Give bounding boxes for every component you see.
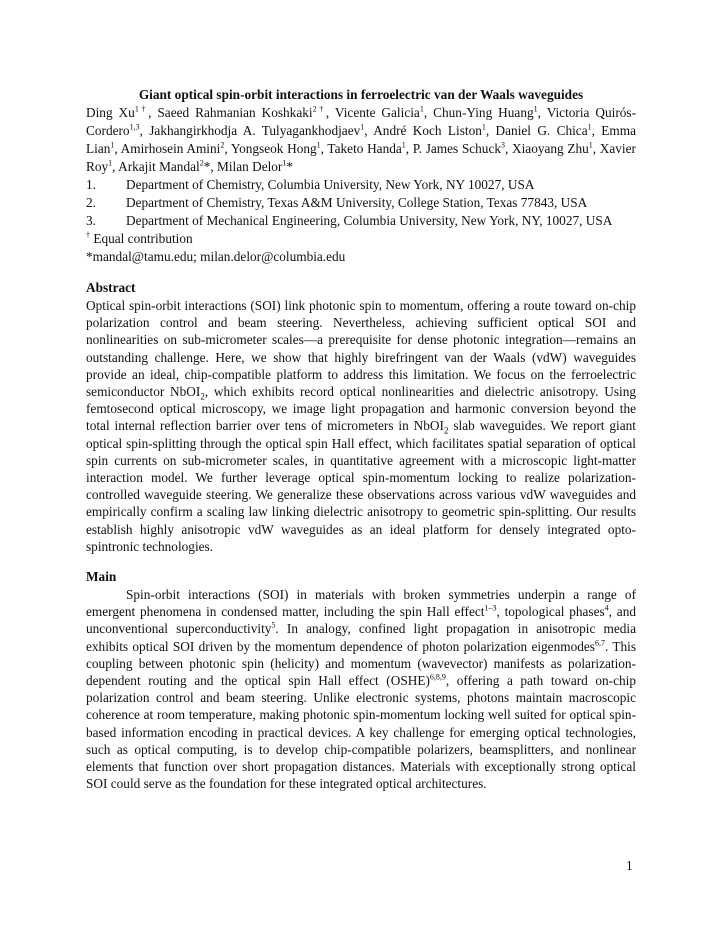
author-separator: *, xyxy=(203,159,217,174)
contact-emails: *mandal@tamu.edu; milan.delor@columbia.edu xyxy=(86,249,346,264)
abstract-heading: Abstract xyxy=(86,280,136,295)
affiliation-text: Department of Mechanical Engineering, Columbia University, New York, NY, 10027, USA xyxy=(126,213,613,228)
author-separator: , xyxy=(148,105,158,120)
abstract-subscript-1: 2 xyxy=(200,391,205,402)
author-name: Taketo Handa xyxy=(327,141,402,156)
author-name: Daniel G. Chica xyxy=(495,123,588,138)
affiliation-text: Department of Chemistry, Texas A&M University, College Station, Texas 77843, USA xyxy=(126,195,588,210)
author-affiliation-mark: 1 xyxy=(316,140,321,150)
citation-ref: 6,8,9 xyxy=(429,672,446,682)
author-affiliation-mark: 3 xyxy=(501,140,505,150)
author-separator: , xyxy=(112,159,119,174)
author-affiliation-mark: 1 xyxy=(481,122,486,132)
author-separator: , xyxy=(405,141,413,156)
author-name: Chun-Ying Huang xyxy=(433,105,534,120)
author-separator: , xyxy=(485,123,496,138)
author-separator: , xyxy=(423,105,434,120)
affiliation-item xyxy=(86,194,636,212)
main-text-4: . In analogy, confined light propagation in anisotropic media exhibits optical SOI driven by the momentum dependence of photon polarization eigenmodes xyxy=(86,621,637,654)
main-paragraph xyxy=(86,586,636,792)
affiliation-list xyxy=(86,176,636,230)
citation-ref: 4 xyxy=(604,603,609,613)
affiliation-number: 3. xyxy=(86,213,96,228)
citation-ref: 1–3 xyxy=(484,603,497,613)
author-separator: , xyxy=(364,123,374,138)
main-text-2: , topological phases xyxy=(496,604,605,620)
author-name: P. James Schuck xyxy=(412,141,501,156)
main-text-1: Spin-orbit interactions (SOI) in materials with broken symmetries underpin a range of emergent phenomena in condensed matter, including the spin Hall effect xyxy=(86,587,636,620)
equal-contribution-text: Equal contribution xyxy=(90,231,193,246)
abstract-text-3: slab waveguides. We report giant optical spin-splitting through the optical spin Hall effect, which facilitates spatial separation of optical spin currents on sub-micrometer scales, in quantitative agreement with a microscopic light-matter interaction model. We further leverage optical spin-momentum locking to realize polarization-controlled waveguide steering. We generalize these observations across various vdW waveguides and empirically confirm a scaling law linking dielectric anisotropy to geometric spin-splitting. Our results establish highly anisotropic vdW waveguides as an ideal platform for densely integrated opto-spintronic technologies. xyxy=(86,418,636,554)
author-affiliation-mark: 1† xyxy=(134,104,149,114)
author-affiliation-mark: 2† xyxy=(312,104,326,114)
author-name: Xavier Roy xyxy=(86,141,636,174)
main-text-5: . This coupling between photonic spin (helicity) and momentum (wavevector) manifests as polarization-dependent routing and the optical spin Hall effect (OSHE) xyxy=(86,638,636,689)
affiliation-item xyxy=(86,176,636,194)
author-affiliation-mark: 1 xyxy=(360,122,365,132)
citation-ref: 5 xyxy=(271,621,276,631)
dagger-mark: † xyxy=(86,230,90,240)
affiliation-number: 1. xyxy=(86,177,96,192)
abstract-text-1: Optical spin-orbit interactions (SOI) link photonic spin to momentum, offering a route toward on-chip polarization control and beam steering. Nevertheless, achieving sufficient optical SOI and nonlinearities on sub-micrometer scales—a prerequisite for dense photonic integration—remains an outstanding challenge. Here, we show that highly birefringent van der Waals (vdW) waveguides provide an ideal, chip-compatible platform to address this limitation. We focus on the ferroelectric semiconductor NbOI xyxy=(86,298,636,400)
author-separator: , xyxy=(592,141,600,156)
affiliation-item xyxy=(86,212,636,230)
author-name: André Koch Liston xyxy=(373,123,482,138)
author-name: Vicente Galicia xyxy=(334,105,420,120)
author-name: Yongseok Hong xyxy=(230,141,317,156)
author-separator: , xyxy=(320,141,328,156)
author-affiliation-mark: 1 xyxy=(587,122,592,132)
author-affiliation-mark: 1 xyxy=(282,158,287,168)
author-affiliation-mark: 1 xyxy=(110,140,115,150)
author-name: Saeed Rahmanian Koshkaki xyxy=(157,105,313,120)
author-affiliation-mark: 1 xyxy=(588,140,593,150)
paper-page xyxy=(86,86,636,792)
page-number: 1 xyxy=(626,858,633,873)
author-affiliation-mark: 1,3 xyxy=(129,122,140,132)
author-list xyxy=(86,104,636,176)
paper-title: Giant optical spin-orbit interactions in ferroelectric van der Waals waveguides xyxy=(138,87,584,102)
author-affiliation-mark: 1 xyxy=(533,104,538,114)
main-text-6: , offering a path toward on-chip polarization control and beam steering. Unlike electronic systems, photons maintain macroscopic coherence at room temperature, making photonic spin-momentum locking well suited for optical spin-based information encoding in practical devices. A key challenge for emerging optical technologies, such as optical computing, is to develop chip-compatible polarizers, beamsplitters, and nonlinear elements that function over short propagation distances. Materials with exceptionally strong optical SOI could serve as the foundation for these integrated optical architectures. xyxy=(86,673,636,792)
author-separator: , xyxy=(224,141,231,156)
author-separator: , xyxy=(325,105,335,120)
author-name: Arkajit Mandal xyxy=(118,159,200,174)
abstract-text-2: , which exhibits record optical nonlinearities and dielectric anisotropy. Using femtosecond optical microscopy, we image light propagation and harmonic conversion beyond the total internal reflection barrier over tens of micrometers in NbOI xyxy=(86,384,636,434)
author-separator: , xyxy=(591,123,602,138)
author-affiliation-mark: 1 xyxy=(419,104,424,114)
abstract-paragraph xyxy=(86,297,636,555)
abstract-subscript-2: 2 xyxy=(443,426,449,437)
author-name: Xiaoyang Zhu xyxy=(512,141,589,156)
author-separator: , xyxy=(505,141,512,156)
author-affiliation-mark: 1 xyxy=(401,140,406,150)
author-name: Emma Lian xyxy=(86,123,636,156)
author-affiliation-mark: 2 xyxy=(220,140,225,150)
main-text-3: , and unconventional superconductivity xyxy=(86,604,636,637)
author-name: Jakhangirkhodja A. Tulyagankhodjaev xyxy=(149,123,361,138)
author-name: Milan Delor xyxy=(217,159,283,174)
author-separator: * xyxy=(286,159,294,174)
author-separator: , xyxy=(537,105,547,120)
author-name: Ding Xu xyxy=(86,105,135,120)
equal-contribution-note xyxy=(86,230,636,248)
author-affiliation-mark: 1 xyxy=(108,158,113,168)
author-separator: , xyxy=(114,141,121,156)
affiliation-number: 2. xyxy=(86,195,96,210)
author-separator: , xyxy=(139,123,150,138)
author-affiliation-mark: 2 xyxy=(199,158,204,168)
citation-ref: 6,7 xyxy=(594,638,605,648)
author-name: Victoria Quirós-Cordero xyxy=(86,105,637,138)
author-name: Amirhosein Amini xyxy=(120,141,221,156)
affiliation-text: Department of Chemistry, Columbia University, New York, NY 10027, USA xyxy=(126,177,535,192)
main-heading: Main xyxy=(86,569,117,585)
